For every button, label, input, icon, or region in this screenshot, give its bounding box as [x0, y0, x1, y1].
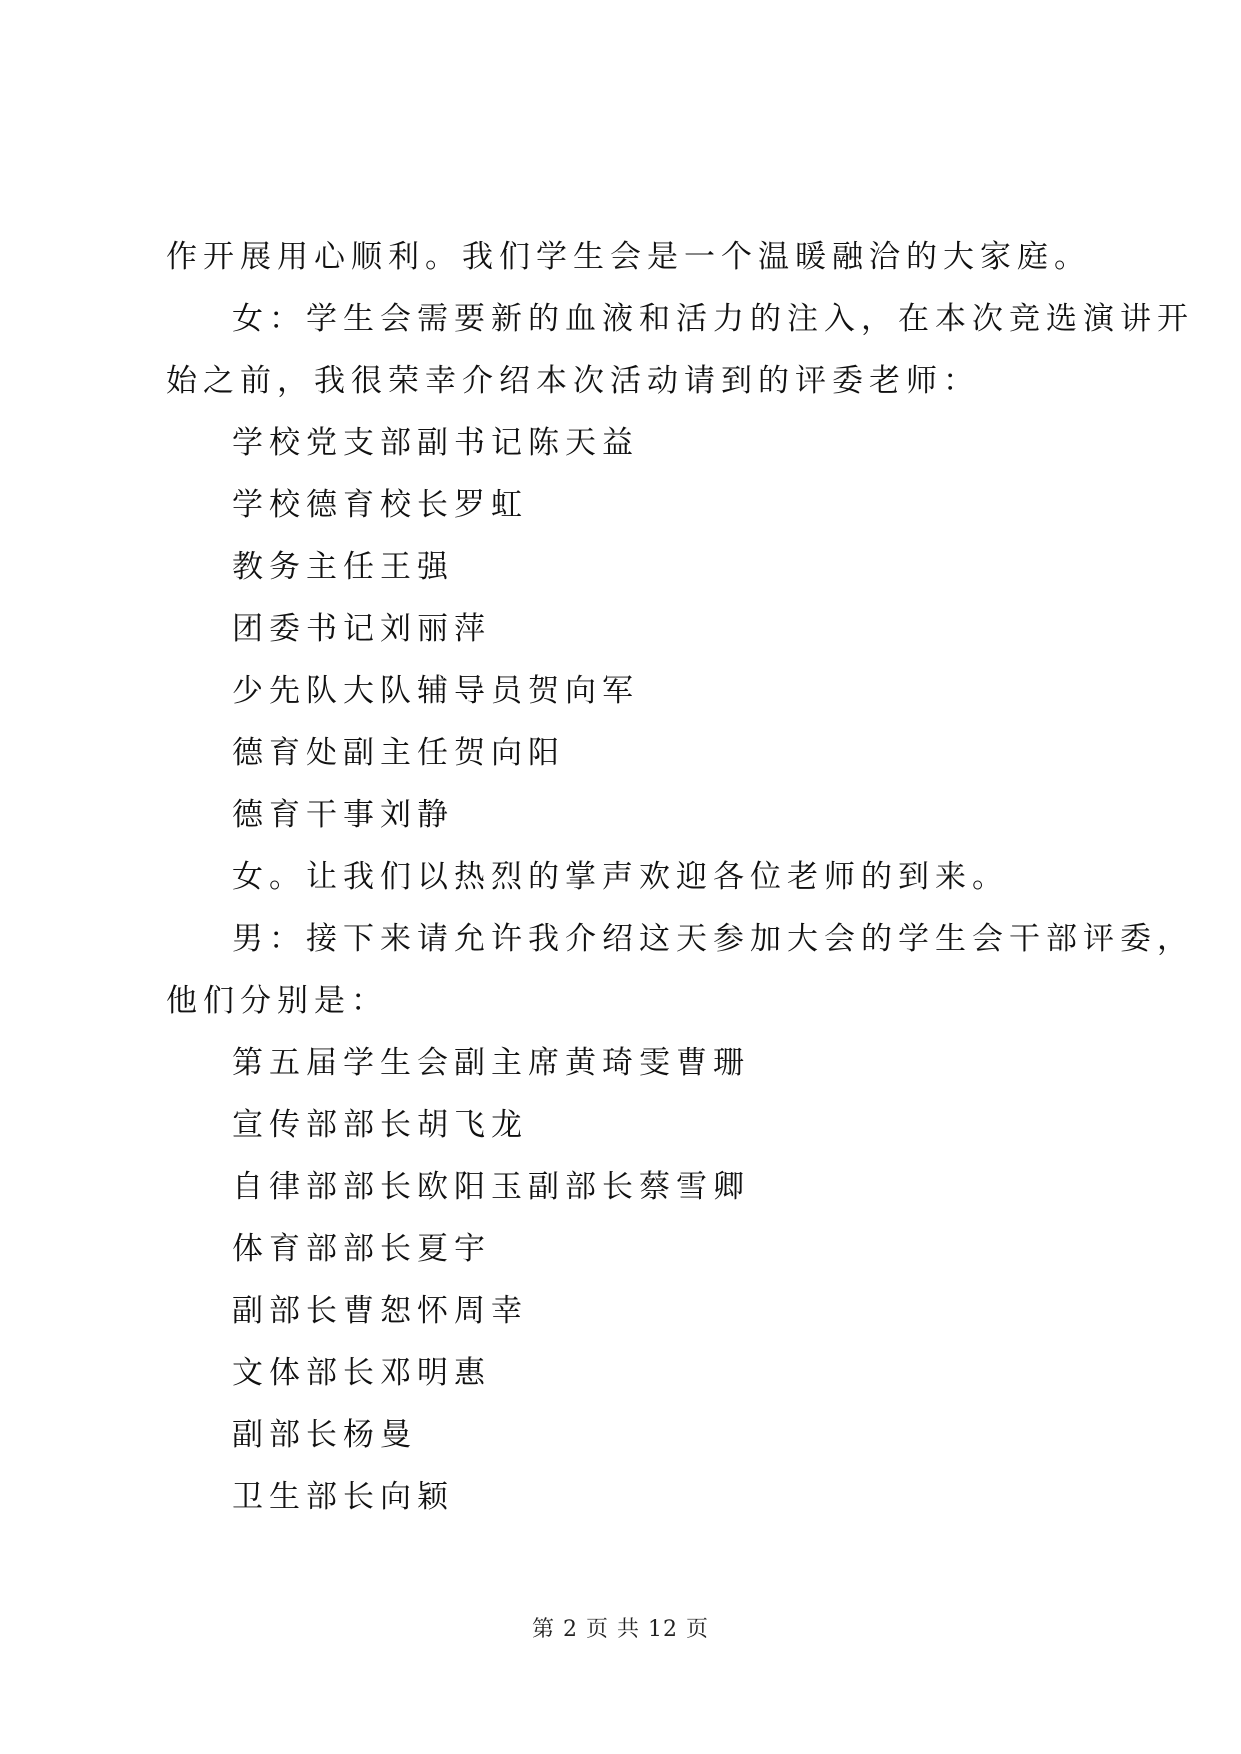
- paragraph-line: 文体部长邓明惠: [232, 1355, 491, 1391]
- paragraph-line: 团委书记刘丽萍: [232, 611, 491, 647]
- paragraph-line: 学校党支部副书记陈天益: [232, 425, 639, 461]
- paragraph-line: 副部长杨曼: [232, 1417, 417, 1453]
- paragraph-line: 学校德育校长罗虹: [232, 487, 528, 523]
- paragraph-line: 教务主任王强: [232, 549, 454, 585]
- paragraph-line: 始之前，我很荣幸介绍本次活动请到的评委老师：: [166, 363, 980, 399]
- paragraph-line: 德育处副主任贺向阳: [232, 735, 565, 771]
- paragraph-line: 女。让我们以热烈的掌声欢迎各位老师的到来。: [232, 859, 1009, 895]
- paragraph-line: 女：学生会需要新的血液和活力的注入，在本次竞选演讲开: [232, 301, 1194, 337]
- page-footer: 第 2 页 共 12 页: [532, 1617, 709, 1642]
- paragraph-line: 宣传部部长胡飞龙: [232, 1107, 528, 1143]
- paragraph-line: 德育干事刘静: [232, 797, 454, 833]
- paragraph-line: 第五届学生会副主席黄琦雯曹珊: [232, 1045, 750, 1081]
- paragraph-line: 少先队大队辅导员贺向军: [232, 673, 639, 709]
- paragraph-line: 自律部部长欧阳玉副部长蔡雪卿: [232, 1169, 750, 1205]
- paragraph-line: 男：接下来请允许我介绍这天参加大会的学生会干部评委，: [232, 921, 1194, 957]
- paragraph-line: 卫生部长向颖: [232, 1479, 454, 1515]
- paragraph-line: 他们分别是：: [166, 983, 388, 1019]
- paragraph-line: 副部长曹恕怀周幸: [232, 1293, 528, 1329]
- paragraph-line: 作开展用心顺利。我们学生会是一个温暖融洽的大家庭。: [166, 239, 1091, 275]
- paragraph-line: 体育部部长夏宇: [232, 1231, 491, 1267]
